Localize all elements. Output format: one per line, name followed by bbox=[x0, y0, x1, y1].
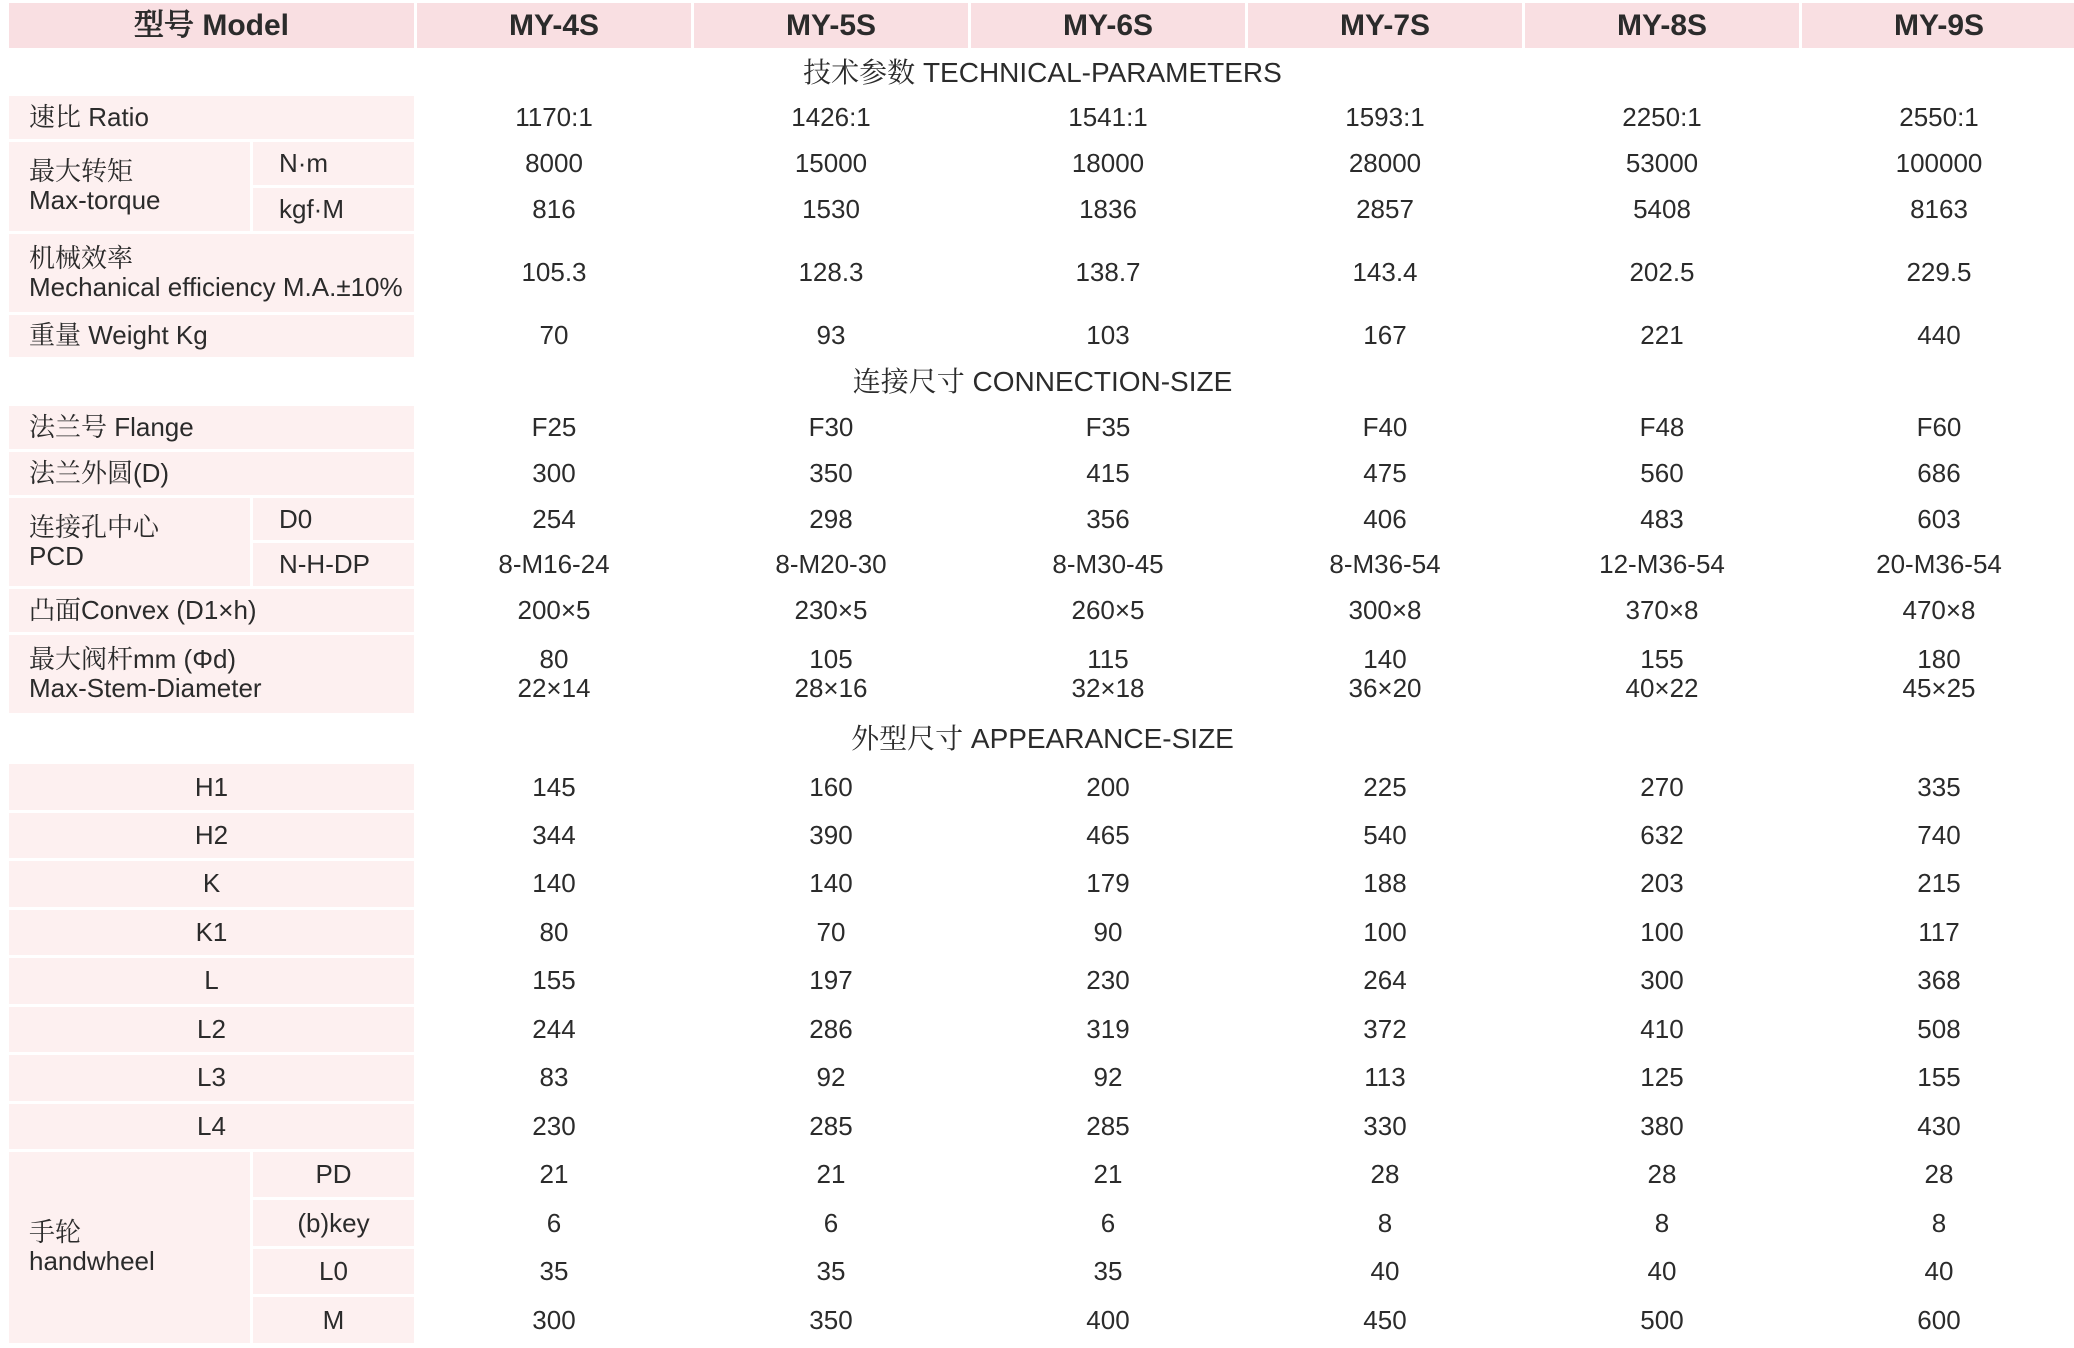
value-cell: 35 bbox=[971, 1249, 1245, 1294]
value-cell: 356 bbox=[971, 498, 1245, 541]
value-cell: 100000 bbox=[1802, 142, 2074, 185]
weight-row bbox=[9, 315, 2074, 358]
value-cell: 21 bbox=[971, 1152, 1245, 1197]
section-row bbox=[9, 716, 2074, 761]
model-name: MY-4S bbox=[417, 3, 691, 48]
value-cell: 200×5 bbox=[417, 589, 691, 632]
pcd-unit-d0: D0 bbox=[253, 498, 414, 541]
max-torque-label-en: Max-torque bbox=[29, 185, 161, 216]
value-cell: 286 bbox=[694, 1007, 968, 1052]
handwheel-row bbox=[9, 1200, 2074, 1245]
value-cell: 372 bbox=[1248, 1007, 1522, 1052]
value-cell: 70 bbox=[417, 315, 691, 358]
value-cell: 254 bbox=[417, 498, 691, 541]
value-cell: 21 bbox=[417, 1152, 691, 1197]
handwheel-label bbox=[9, 1152, 250, 1343]
stem-key-size: 40×22 bbox=[1625, 672, 1699, 703]
value-cell: 508 bbox=[1802, 1007, 2074, 1052]
value-cell: 28 bbox=[1248, 1152, 1522, 1197]
value-cell: 470×8 bbox=[1802, 589, 2074, 632]
stem-key-size: 22×14 bbox=[517, 672, 591, 703]
value-cell: 167 bbox=[1248, 315, 1522, 358]
stem-key-size: 32×18 bbox=[1071, 672, 1145, 703]
handwheel-sub-label: (b)key bbox=[253, 1200, 414, 1245]
max-torque-label bbox=[9, 142, 250, 231]
value-cell: 188 bbox=[1248, 861, 1522, 906]
value-cell: F40 bbox=[1248, 406, 1522, 449]
model-name: MY-8S bbox=[1525, 3, 1799, 48]
dimension-label: L2 bbox=[9, 1007, 414, 1052]
weight-label: 重量 Weight Kg bbox=[9, 315, 414, 358]
value-cell: 145 bbox=[417, 764, 691, 809]
pcd-d0-row bbox=[9, 498, 2074, 541]
value-cell: 35 bbox=[417, 1249, 691, 1294]
value-cell: 380 bbox=[1525, 1104, 1799, 1149]
max-torque-label-cn: 最大转矩 bbox=[29, 156, 134, 187]
value-cell: 560 bbox=[1525, 452, 1799, 495]
value-cell: 1426:1 bbox=[694, 96, 968, 139]
value-cell: F60 bbox=[1802, 406, 2074, 449]
handwheel-sub-label: PD bbox=[253, 1152, 414, 1197]
dimension-label: L bbox=[9, 958, 414, 1003]
pcd-label bbox=[9, 498, 250, 587]
value-cell: 80 bbox=[417, 910, 691, 955]
value-cell: 285 bbox=[971, 1104, 1245, 1149]
stem-key-size: 45×25 bbox=[1902, 672, 1976, 703]
value-cell: 500 bbox=[1525, 1297, 1799, 1343]
value-cell: 270 bbox=[1525, 764, 1799, 809]
value-cell: 230×5 bbox=[694, 589, 968, 632]
value-cell: 28 bbox=[1802, 1152, 2074, 1197]
value-cell: F25 bbox=[417, 406, 691, 449]
value-cell: 8-M36-54 bbox=[1248, 543, 1522, 586]
value-cell: 229.5 bbox=[1802, 234, 2074, 312]
value-cell: 330 bbox=[1248, 1104, 1522, 1149]
stem-diameter: 115 bbox=[1087, 643, 1129, 674]
value-cell: 410 bbox=[1525, 1007, 1799, 1052]
stem-diameter: 80 bbox=[539, 643, 569, 674]
section-row bbox=[9, 360, 2074, 403]
value-cell: 390 bbox=[694, 813, 968, 858]
value-cell: 1530 bbox=[694, 188, 968, 231]
value-cell: 450 bbox=[1248, 1297, 1522, 1343]
value-cell: 155 bbox=[1802, 1055, 2074, 1100]
torque-unit-kgfm: kgf·M bbox=[253, 188, 414, 231]
efficiency-row bbox=[9, 234, 2074, 312]
stem-diameter: 105 bbox=[809, 643, 853, 674]
value-cell: 1836 bbox=[971, 188, 1245, 231]
value-cell: 117 bbox=[1802, 910, 2074, 955]
stem-row bbox=[9, 635, 2074, 713]
pcd-nhdp-row bbox=[9, 543, 2074, 586]
value-cell: F48 bbox=[1525, 406, 1799, 449]
value-cell: 1170:1 bbox=[417, 96, 691, 139]
handwheel-row bbox=[9, 1297, 2074, 1343]
stem-value-cell bbox=[694, 635, 968, 713]
stem-value-cell bbox=[1525, 635, 1799, 713]
value-cell: 138.7 bbox=[971, 234, 1245, 312]
value-cell: 100 bbox=[1248, 910, 1522, 955]
dimension-label: H1 bbox=[9, 764, 414, 809]
stem-value-cell bbox=[1248, 635, 1522, 713]
model-name: MY-6S bbox=[971, 3, 1245, 48]
value-cell: 540 bbox=[1248, 813, 1522, 858]
value-cell: 8163 bbox=[1802, 188, 2074, 231]
value-cell: 300 bbox=[417, 1297, 691, 1343]
value-cell: 300×8 bbox=[1248, 589, 1522, 632]
value-cell: 90 bbox=[971, 910, 1245, 955]
dimension-label: K1 bbox=[9, 910, 414, 955]
value-cell: 465 bbox=[971, 813, 1245, 858]
value-cell: 603 bbox=[1802, 498, 2074, 541]
value-cell: 300 bbox=[1525, 958, 1799, 1003]
value-cell: 475 bbox=[1248, 452, 1522, 495]
value-cell: 285 bbox=[694, 1104, 968, 1149]
section-title-connection: 连接尺寸 CONNECTION-SIZE bbox=[9, 360, 2074, 403]
value-cell: 319 bbox=[971, 1007, 1245, 1052]
value-cell: 244 bbox=[417, 1007, 691, 1052]
value-cell: 18000 bbox=[971, 142, 1245, 185]
section-title-technical: 技术参数 TECHNICAL-PARAMETERS bbox=[9, 51, 2074, 93]
value-cell: 8-M16-24 bbox=[417, 543, 691, 586]
value-cell: F30 bbox=[694, 406, 968, 449]
value-cell: 6 bbox=[694, 1200, 968, 1245]
value-cell: 93 bbox=[694, 315, 968, 358]
value-cell: 230 bbox=[971, 958, 1245, 1003]
handwheel-label-en: handwheel bbox=[29, 1246, 155, 1277]
dimension-row bbox=[9, 1055, 2074, 1100]
handwheel-sub-label: M bbox=[253, 1297, 414, 1343]
dimension-label: H2 bbox=[9, 813, 414, 858]
value-cell: 6 bbox=[417, 1200, 691, 1245]
value-cell: 103 bbox=[971, 315, 1245, 358]
efficiency-label bbox=[9, 234, 414, 312]
flange-row bbox=[9, 406, 2074, 449]
value-cell: 260×5 bbox=[971, 589, 1245, 632]
dimension-row bbox=[9, 1007, 2074, 1052]
value-cell: 8000 bbox=[417, 142, 691, 185]
pcd-unit-nhdp: N-H-DP bbox=[253, 543, 414, 586]
value-cell: 221 bbox=[1525, 315, 1799, 358]
value-cell: 8 bbox=[1525, 1200, 1799, 1245]
value-cell: 483 bbox=[1525, 498, 1799, 541]
value-cell: 415 bbox=[971, 452, 1245, 495]
dimension-row bbox=[9, 764, 2074, 809]
ratio-label: 速比 Ratio bbox=[9, 96, 414, 139]
dimension-row bbox=[9, 1104, 2074, 1149]
value-cell: 740 bbox=[1802, 813, 2074, 858]
value-cell: 1593:1 bbox=[1248, 96, 1522, 139]
stem-diameter: 180 bbox=[1917, 643, 1961, 674]
dimension-label: L3 bbox=[9, 1055, 414, 1100]
value-cell: 440 bbox=[1802, 315, 2074, 358]
value-cell: 197 bbox=[694, 958, 968, 1003]
value-cell: 368 bbox=[1802, 958, 2074, 1003]
value-cell: 350 bbox=[694, 452, 968, 495]
value-cell: 816 bbox=[417, 188, 691, 231]
value-cell: 1541:1 bbox=[971, 96, 1245, 139]
value-cell: 300 bbox=[417, 452, 691, 495]
value-cell: 225 bbox=[1248, 764, 1522, 809]
value-cell: 430 bbox=[1802, 1104, 2074, 1149]
stem-key-size: 28×16 bbox=[794, 672, 868, 703]
value-cell: 686 bbox=[1802, 452, 2074, 495]
stem-key-size: 36×20 bbox=[1348, 672, 1422, 703]
value-cell: 8 bbox=[1248, 1200, 1522, 1245]
ratio-row bbox=[9, 96, 2074, 139]
spec-table bbox=[6, 0, 2074, 1346]
value-cell: 8 bbox=[1802, 1200, 2074, 1245]
pcd-label-en: PCD bbox=[29, 540, 84, 571]
value-cell: 40 bbox=[1248, 1249, 1522, 1294]
value-cell: 92 bbox=[694, 1055, 968, 1100]
value-cell: 12-M36-54 bbox=[1525, 543, 1799, 586]
dimension-label: L4 bbox=[9, 1104, 414, 1149]
value-cell: 350 bbox=[694, 1297, 968, 1343]
value-cell: 8-M20-30 bbox=[694, 543, 968, 586]
value-cell: 2550:1 bbox=[1802, 96, 2074, 139]
value-cell: 400 bbox=[971, 1297, 1245, 1343]
stem-value-cell bbox=[417, 635, 691, 713]
stem-label-en: Max-Stem-Diameter bbox=[29, 672, 262, 703]
dimension-row bbox=[9, 861, 2074, 906]
section-title-appearance: 外型尺寸 APPEARANCE-SIZE bbox=[9, 716, 2074, 761]
model-name: MY-9S bbox=[1802, 3, 2074, 48]
value-cell: 6 bbox=[971, 1200, 1245, 1245]
pcd-label-cn: 连接孔中心 bbox=[29, 511, 160, 542]
efficiency-label-en: Mechanical efficiency M.A.±10% bbox=[29, 271, 403, 302]
model-label: 型号 Model bbox=[9, 3, 414, 48]
flange-label: 法兰号 Flange bbox=[9, 406, 414, 449]
value-cell: 264 bbox=[1248, 958, 1522, 1003]
value-cell: 53000 bbox=[1525, 142, 1799, 185]
value-cell: 203 bbox=[1525, 861, 1799, 906]
value-cell: 200 bbox=[971, 764, 1245, 809]
stem-diameter: 155 bbox=[1640, 643, 1684, 674]
value-cell: 35 bbox=[694, 1249, 968, 1294]
value-cell: 202.5 bbox=[1525, 234, 1799, 312]
torque-unit-nm: N·m bbox=[253, 142, 414, 185]
value-cell: 143.4 bbox=[1248, 234, 1522, 312]
value-cell: 406 bbox=[1248, 498, 1522, 541]
value-cell: 28000 bbox=[1248, 142, 1522, 185]
stem-value-cell bbox=[971, 635, 1245, 713]
value-cell: 335 bbox=[1802, 764, 2074, 809]
dimension-row bbox=[9, 813, 2074, 858]
value-cell: 105.3 bbox=[417, 234, 691, 312]
handwheel-sub-label: L0 bbox=[253, 1249, 414, 1294]
value-cell: 179 bbox=[971, 861, 1245, 906]
value-cell: F35 bbox=[971, 406, 1245, 449]
handwheel-label-cn: 手轮 bbox=[29, 1217, 82, 1248]
handwheel-row bbox=[9, 1152, 2074, 1197]
model-name: MY-5S bbox=[694, 3, 968, 48]
dimension-row bbox=[9, 958, 2074, 1003]
torque-nm-row bbox=[9, 142, 2074, 185]
value-cell: 298 bbox=[694, 498, 968, 541]
flange-od-row bbox=[9, 452, 2074, 495]
value-cell: 600 bbox=[1802, 1297, 2074, 1343]
convex-label: 凸面Convex (D1×h) bbox=[9, 589, 414, 632]
value-cell: 632 bbox=[1525, 813, 1799, 858]
value-cell: 160 bbox=[694, 764, 968, 809]
value-cell: 370×8 bbox=[1525, 589, 1799, 632]
section-row bbox=[9, 51, 2074, 93]
value-cell: 83 bbox=[417, 1055, 691, 1100]
value-cell: 40 bbox=[1525, 1249, 1799, 1294]
convex-row bbox=[9, 589, 2074, 632]
value-cell: 128.3 bbox=[694, 234, 968, 312]
value-cell: 344 bbox=[417, 813, 691, 858]
stem-value-cell bbox=[1802, 635, 2074, 713]
stem-label bbox=[9, 635, 414, 713]
value-cell: 100 bbox=[1525, 910, 1799, 955]
handwheel-row bbox=[9, 1249, 2074, 1294]
dimension-row bbox=[9, 910, 2074, 955]
value-cell: 70 bbox=[694, 910, 968, 955]
model-name: MY-7S bbox=[1248, 3, 1522, 48]
torque-kgfm-row bbox=[9, 188, 2074, 231]
value-cell: 5408 bbox=[1525, 188, 1799, 231]
value-cell: 155 bbox=[417, 958, 691, 1003]
value-cell: 113 bbox=[1248, 1055, 1522, 1100]
value-cell: 21 bbox=[694, 1152, 968, 1197]
value-cell: 140 bbox=[694, 861, 968, 906]
value-cell: 140 bbox=[417, 861, 691, 906]
flange-od-label: 法兰外圆(D) bbox=[9, 452, 414, 495]
stem-label-cn: 最大阀杆mm (Φd) bbox=[29, 643, 237, 674]
efficiency-label-cn: 机械效率 bbox=[29, 242, 134, 273]
value-cell: 215 bbox=[1802, 861, 2074, 906]
value-cell: 230 bbox=[417, 1104, 691, 1149]
value-cell: 20-M36-54 bbox=[1802, 543, 2074, 586]
value-cell: 2250:1 bbox=[1525, 96, 1799, 139]
value-cell: 8-M30-45 bbox=[971, 543, 1245, 586]
value-cell: 28 bbox=[1525, 1152, 1799, 1197]
dimension-label: K bbox=[9, 861, 414, 906]
header-row bbox=[9, 3, 2074, 48]
stem-diameter: 140 bbox=[1363, 643, 1407, 674]
value-cell: 2857 bbox=[1248, 188, 1522, 231]
value-cell: 125 bbox=[1525, 1055, 1799, 1100]
value-cell: 92 bbox=[971, 1055, 1245, 1100]
value-cell: 40 bbox=[1802, 1249, 2074, 1294]
value-cell: 15000 bbox=[694, 142, 968, 185]
